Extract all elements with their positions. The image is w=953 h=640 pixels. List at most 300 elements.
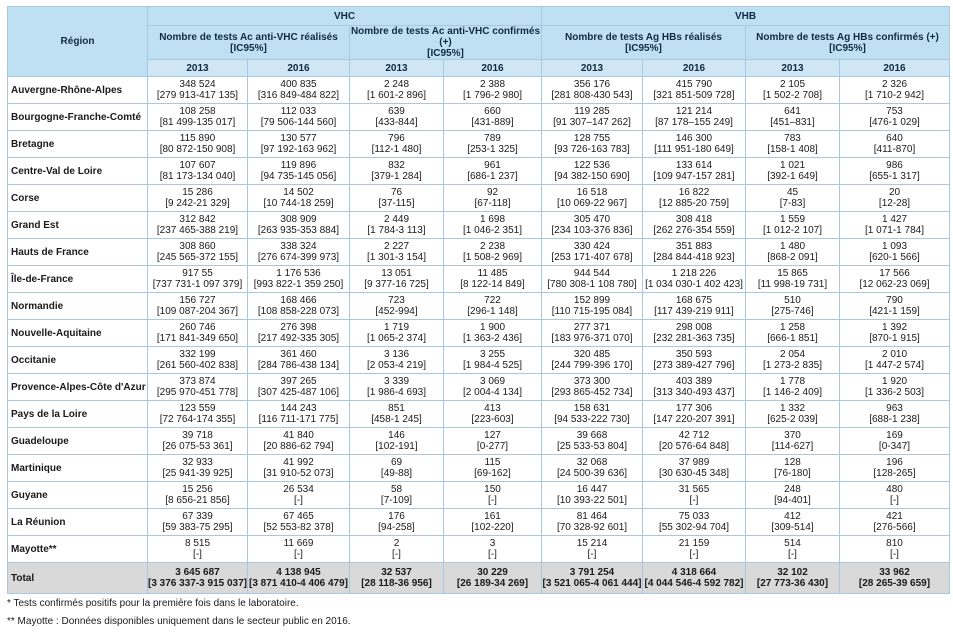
cell-value: 58 (390, 484, 403, 495)
cell-value: 11 485 (477, 268, 508, 279)
data-cell (248, 320, 350, 347)
data-cell (840, 77, 950, 104)
data-cell (840, 428, 950, 455)
data-cell (444, 455, 542, 482)
data-cell (643, 77, 746, 104)
cell-confidence-interval: [-] (392, 549, 401, 560)
cell-value: 330 424 (573, 241, 611, 252)
region-name: Normandie (8, 293, 148, 320)
data-cell (444, 401, 542, 428)
data-cell (148, 482, 248, 509)
data-cell (643, 536, 746, 563)
data-cell (643, 320, 746, 347)
cell-confidence-interval: [4 044 546-4 592 782] (644, 578, 744, 589)
data-cell (148, 131, 248, 158)
data-cell (444, 320, 542, 347)
data-cell (148, 158, 248, 185)
data-cell (350, 509, 444, 536)
data-cell (350, 320, 444, 347)
cell-confidence-interval: [26 075-53 361] (162, 441, 233, 452)
data-cell (542, 104, 643, 131)
cell-value: 308 418 (675, 214, 713, 225)
data-cell (746, 563, 840, 594)
cell-confidence-interval: [1 363-2 436] (463, 333, 522, 344)
table-row (8, 293, 950, 320)
cell-confidence-interval: [20 886-62 794] (263, 441, 334, 452)
region-name: Guadeloupe (8, 428, 148, 455)
data-cell (643, 482, 746, 509)
data-cell (444, 131, 542, 158)
data-cell (148, 320, 248, 347)
data-cell (148, 266, 248, 293)
cell-value: 413 (484, 403, 501, 414)
data-cell (542, 509, 643, 536)
data-cell (643, 374, 746, 401)
cell-value: 92 (486, 187, 499, 198)
cell-confidence-interval: [55 302-94 704] (658, 522, 730, 533)
cell-confidence-interval: [81 173-134 040] (159, 171, 236, 182)
cell-confidence-interval: [-] (294, 549, 303, 560)
table-row (8, 77, 950, 104)
cell-value: 75 033 (678, 511, 710, 522)
cell-value: 15 256 (182, 484, 213, 495)
cell-confidence-interval: [1 301-3 154] (367, 252, 426, 263)
cell-confidence-interval: [109 947-157 281] (653, 171, 735, 182)
data-cell (542, 77, 643, 104)
cell-confidence-interval: [8 122-14 849] (460, 279, 525, 290)
cell-confidence-interval: [655-1 317] (869, 171, 920, 182)
report-table-container (7, 6, 949, 594)
cell-value: 810 (886, 538, 903, 549)
data-cell (643, 455, 746, 482)
cell-confidence-interval: [688-1 238] (869, 414, 920, 425)
cell-value: 32 102 (777, 567, 808, 578)
data-cell (148, 77, 248, 104)
cell-confidence-interval: [261 560-402 838] (156, 360, 239, 371)
cell-confidence-interval: [321 851-509 728] (653, 90, 735, 101)
cell-value: 412 (784, 511, 801, 522)
cell-value: 660 (484, 106, 501, 117)
cell-confidence-interval: [253-1 325] (467, 144, 518, 155)
cell-confidence-interval: [2 004-4 134] (463, 387, 522, 398)
cell-confidence-interval: [-] (294, 495, 303, 506)
cell-value: 723 (388, 295, 405, 306)
data-cell (444, 347, 542, 374)
cell-value: 1 698 (479, 214, 506, 225)
data-cell (542, 401, 643, 428)
year-header: 2013 (148, 60, 248, 77)
cell-confidence-interval: [112-1 480] (371, 144, 422, 155)
cell-value: 510 (784, 295, 801, 306)
cell-value: 123 559 (179, 403, 216, 414)
table-row (8, 509, 950, 536)
data-cell (248, 455, 350, 482)
cell-confidence-interval: [780 308-1 108 780] (547, 279, 637, 290)
table-row (8, 266, 950, 293)
cell-value: 119 896 (280, 160, 317, 171)
cell-value: 16 822 (678, 187, 710, 198)
data-cell (746, 428, 840, 455)
cell-confidence-interval: [52 553-82 378] (263, 522, 334, 533)
cell-confidence-interval: [117 439-219 911] (654, 306, 734, 317)
cell-value: 789 (484, 133, 501, 144)
year-header: 2013 (542, 60, 643, 77)
cell-value: 832 (388, 160, 405, 171)
cell-value: 1 900 (479, 322, 506, 333)
cell-confidence-interval: [0-277] (476, 441, 509, 452)
cell-value: 3 (489, 538, 496, 549)
year-header: 2016 (840, 60, 950, 77)
cell-confidence-interval: [97 192-163 962] (260, 144, 337, 155)
cell-confidence-interval: [234 103-376 836] (551, 225, 633, 236)
data-cell (444, 77, 542, 104)
data-cell (444, 293, 542, 320)
data-cell (148, 428, 248, 455)
data-cell (248, 185, 350, 212)
cell-confidence-interval: [276-566] (873, 522, 916, 533)
cell-value: 1 021 (779, 160, 806, 171)
table-row (8, 455, 950, 482)
cell-value: 115 890 (179, 133, 216, 144)
cell-value: 277 371 (573, 322, 611, 333)
cell-value: 3 255 (479, 349, 506, 360)
group-header-vhb: VHB (542, 7, 950, 26)
cell-confidence-interval: [-] (488, 549, 497, 560)
cell-confidence-interval: [1 601-2 896] (367, 90, 426, 101)
data-cell (840, 239, 950, 266)
region-name: Bourgogne-Franche-Comté (8, 104, 148, 131)
data-cell (542, 158, 643, 185)
cell-value: 373 300 (573, 376, 611, 387)
cell-value: 350 593 (675, 349, 713, 360)
cell-confidence-interval: [9 377-16 725] (364, 279, 429, 290)
cell-confidence-interval: [-] (587, 549, 597, 560)
cell-value: 177 306 (675, 403, 713, 414)
data-cell (840, 104, 950, 131)
cell-value: 121 214 (675, 106, 713, 117)
cell-confidence-interval: [-] (689, 495, 699, 506)
data-cell (746, 320, 840, 347)
cell-value: 338 324 (280, 241, 317, 252)
cell-confidence-interval: [81 499-135 017] (159, 117, 236, 128)
cell-value: 944 544 (573, 268, 611, 279)
data-cell (444, 185, 542, 212)
data-cell (542, 185, 643, 212)
cell-value: 480 (886, 484, 903, 495)
data-cell (542, 563, 643, 594)
data-cell (248, 374, 350, 401)
data-cell (542, 428, 643, 455)
data-cell (746, 347, 840, 374)
cell-confidence-interval: [76-180] (774, 468, 811, 479)
cell-confidence-interval: [79 506-144 560] (260, 117, 337, 128)
cell-confidence-interval: [26 189-34 269] (456, 578, 529, 589)
screening-tests-table (7, 6, 950, 594)
cell-confidence-interval: [253 171-407 678] (551, 252, 633, 263)
cell-value: 8 515 (184, 538, 211, 549)
cell-value: 15 214 (576, 538, 608, 549)
cell-confidence-interval: [737 731-1 097 379] (152, 279, 243, 290)
data-cell (643, 401, 746, 428)
region-name: Corse (8, 185, 148, 212)
cell-value: 356 176 (573, 79, 611, 90)
cell-confidence-interval: [1 146-2 409] (763, 387, 822, 398)
data-cell (444, 104, 542, 131)
cell-confidence-interval: [868-2 091] (767, 252, 818, 263)
data-cell (840, 509, 950, 536)
data-cell (350, 77, 444, 104)
cell-confidence-interval: [1 071-1 784] (865, 225, 924, 236)
cell-confidence-interval: [80 872-150 908] (159, 144, 236, 155)
data-cell (746, 455, 840, 482)
cell-confidence-interval: [281 808-430 543] (551, 90, 633, 101)
cell-value: 32 933 (182, 457, 213, 468)
data-cell (542, 266, 643, 293)
cell-confidence-interval: [431-889] (471, 117, 514, 128)
cell-confidence-interval: [28 265-39 659] (858, 578, 931, 589)
region-name: Provence-Alpes-Côte d'Azur (8, 374, 148, 401)
table-row (8, 239, 950, 266)
data-cell (350, 185, 444, 212)
data-cell (444, 563, 542, 594)
cell-value: 276 398 (280, 322, 317, 333)
cell-value: 3 069 (479, 376, 506, 387)
cell-confidence-interval: [307 425-487 106] (257, 387, 340, 398)
cell-value: 144 243 (280, 403, 317, 414)
data-cell (840, 320, 950, 347)
cell-confidence-interval: [31 910-52 073] (263, 468, 334, 479)
cell-value: 2 326 (881, 79, 908, 90)
cell-value: 127 (484, 430, 501, 441)
cell-confidence-interval: [1 012-2 107] (763, 225, 822, 236)
subheader-vhc-confirmed: Nombre de tests Ac anti-VHC confirmés (+) [IC95%] (350, 26, 541, 59)
data-cell (248, 293, 350, 320)
cell-value: 31 565 (678, 484, 710, 495)
cell-confidence-interval: [433-844] (375, 117, 418, 128)
cell-confidence-interval: [476-1 029] (869, 117, 920, 128)
data-cell (248, 347, 350, 374)
cell-confidence-interval: [94 533-222 730] (554, 414, 630, 425)
cell-value: 21 159 (678, 538, 710, 549)
cell-confidence-interval: [223-603] (471, 414, 514, 425)
region-name: Mayotte** (8, 536, 148, 563)
cell-value: 1 392 (881, 322, 908, 333)
cell-value: 108 258 (179, 106, 216, 117)
cell-value: 122 536 (573, 160, 611, 171)
cell-confidence-interval: [20 576-64 848] (658, 441, 730, 452)
cell-confidence-interval: [7-83] (779, 198, 806, 209)
cell-confidence-interval: [94-401] (774, 495, 811, 506)
data-cell (350, 131, 444, 158)
region-name: Hauts de France (8, 239, 148, 266)
data-cell (248, 428, 350, 455)
table-header (8, 7, 950, 77)
year-header: 2013 (746, 60, 840, 77)
subheader-vhb-confirmed: Nombre de tests Ag HBs confirmés (+) [IC95%] (746, 26, 950, 60)
cell-value: 312 842 (179, 214, 216, 225)
data-cell (746, 185, 840, 212)
data-cell (444, 374, 542, 401)
cell-value: 146 300 (675, 133, 713, 144)
cell-value: 39 668 (576, 430, 608, 441)
cell-confidence-interval: [1 796-2 980] (463, 90, 522, 101)
cell-value: 1 332 (779, 403, 806, 414)
cell-value: 790 (886, 295, 903, 306)
cell-value: 15 286 (182, 187, 213, 198)
cell-confidence-interval: [284 786-438 134] (257, 360, 340, 371)
table-row (8, 482, 950, 509)
data-cell (643, 266, 746, 293)
region-name: Guyane (8, 482, 148, 509)
cell-value: 796 (388, 133, 405, 144)
data-cell (350, 536, 444, 563)
data-cell (542, 536, 643, 563)
cell-confidence-interval: [-] (788, 549, 797, 560)
region-name: Grand Est (8, 212, 148, 239)
cell-confidence-interval: [686-1 237] (467, 171, 518, 182)
cell-value: 32 068 (576, 457, 608, 468)
cell-value: 397 265 (280, 376, 317, 387)
cell-value: 4 138 945 (276, 567, 321, 578)
data-cell (444, 239, 542, 266)
data-cell (746, 104, 840, 131)
cell-confidence-interval: [183 976-371 070] (551, 333, 633, 344)
cell-confidence-interval: [111 951-180 649] (654, 144, 734, 155)
cell-confidence-interval: [7-109] (380, 495, 413, 506)
cell-confidence-interval: [3 376 337-3 915 037] (148, 578, 247, 589)
cell-confidence-interval: [276 674-399 973] (257, 252, 340, 263)
data-cell (444, 212, 542, 239)
cell-confidence-interval: [232 281-363 735] (653, 333, 735, 344)
cell-value: 16 518 (576, 187, 608, 198)
data-cell (248, 563, 350, 594)
cell-confidence-interval: [411-870] (873, 144, 916, 155)
cell-value: 963 (886, 403, 903, 414)
data-cell (350, 428, 444, 455)
data-cell (840, 158, 950, 185)
data-cell (643, 347, 746, 374)
data-cell (840, 563, 950, 594)
data-cell (746, 509, 840, 536)
cell-confidence-interval: [2 053-4 219] (367, 360, 426, 371)
cell-value: 415 790 (675, 79, 713, 90)
data-cell (746, 239, 840, 266)
cell-confidence-interval: [-] (689, 549, 699, 560)
cell-confidence-interval: [102-220] (471, 522, 514, 533)
cell-value: 41 992 (283, 457, 314, 468)
region-name: Île-de-France (8, 266, 148, 293)
data-cell (444, 266, 542, 293)
cell-confidence-interval: [620-1 566] (869, 252, 920, 263)
data-cell (444, 482, 542, 509)
subheader-vhb-tests: Nombre de tests Ag HBs réalisés [IC95%] (542, 26, 746, 60)
cell-confidence-interval: [-] (890, 549, 899, 560)
cell-value: 3 136 (383, 349, 410, 360)
cell-value: 115 (484, 457, 501, 468)
data-cell (840, 347, 950, 374)
data-cell (542, 239, 643, 266)
data-cell (248, 158, 350, 185)
table-row (8, 131, 950, 158)
cell-value: 722 (484, 295, 501, 306)
cell-value: 1 258 (779, 322, 806, 333)
data-cell (840, 401, 950, 428)
cell-value: 3 791 254 (569, 567, 615, 578)
cell-confidence-interval: [1 784-3 113] (367, 225, 426, 236)
data-cell (840, 212, 950, 239)
cell-value: 361 460 (280, 349, 317, 360)
cell-value: 2 238 (479, 241, 506, 252)
data-cell (542, 212, 643, 239)
cell-value: 2 227 (383, 241, 410, 252)
data-cell (248, 266, 350, 293)
cell-confidence-interval: [94-258] (378, 522, 415, 533)
cell-value: 67 339 (182, 511, 213, 522)
data-cell (350, 293, 444, 320)
cell-confidence-interval: [-] (193, 549, 202, 560)
data-cell (248, 77, 350, 104)
cell-confidence-interval: [10 069-22 967] (556, 198, 628, 209)
cell-confidence-interval: [114-627] (771, 441, 814, 452)
cell-value: 107 607 (179, 160, 216, 171)
data-cell (840, 293, 950, 320)
cell-value: 67 465 (283, 511, 314, 522)
cell-value: 37 989 (678, 457, 710, 468)
cell-value: 16 447 (576, 484, 608, 495)
cell-confidence-interval: [392-1 649] (767, 171, 818, 182)
data-cell (444, 428, 542, 455)
table-row (8, 158, 950, 185)
cell-value: 112 033 (280, 106, 317, 117)
data-cell (746, 158, 840, 185)
table-row (8, 428, 950, 455)
cell-value: 11 669 (283, 538, 314, 549)
cell-confidence-interval: [309-514] (771, 522, 814, 533)
data-cell (350, 212, 444, 239)
cell-confidence-interval: [245 565-372 155] (156, 252, 239, 263)
cell-value: 81 464 (576, 511, 608, 522)
data-cell (148, 374, 248, 401)
data-cell (148, 401, 248, 428)
cell-value: 1 176 536 (276, 268, 321, 279)
cell-confidence-interval: [296-1 148] (467, 306, 518, 317)
cell-value: 403 389 (675, 376, 713, 387)
cell-value: 69 (390, 457, 403, 468)
cell-confidence-interval: [625-2 039] (767, 414, 818, 425)
table-row (8, 374, 950, 401)
data-cell (643, 131, 746, 158)
cell-value: 39 718 (182, 430, 213, 441)
footnote-confirmed: * Tests confirmés positifs pour la première fois dans le laboratoire. (7, 598, 299, 609)
cell-confidence-interval: [295 970-451 778] (156, 387, 239, 398)
data-cell (643, 293, 746, 320)
data-cell (350, 374, 444, 401)
cell-confidence-interval: [1 508-2 969] (463, 252, 522, 263)
cell-value: 20 (888, 187, 901, 198)
cell-confidence-interval: [94 382-150 690] (554, 171, 630, 182)
cell-value: 305 470 (573, 214, 611, 225)
cell-confidence-interval: [1 986-4 693] (367, 387, 426, 398)
table-row (8, 185, 950, 212)
cell-confidence-interval: [37-115] (378, 198, 415, 209)
data-cell (444, 158, 542, 185)
cell-value: 1 480 (779, 241, 806, 252)
cell-value: 3 339 (383, 376, 410, 387)
cell-value: 640 (886, 133, 903, 144)
cell-confidence-interval: [147 220-207 391] (653, 414, 735, 425)
data-cell (148, 293, 248, 320)
cell-confidence-interval: [3 521 065-4 061 444] (542, 578, 642, 589)
